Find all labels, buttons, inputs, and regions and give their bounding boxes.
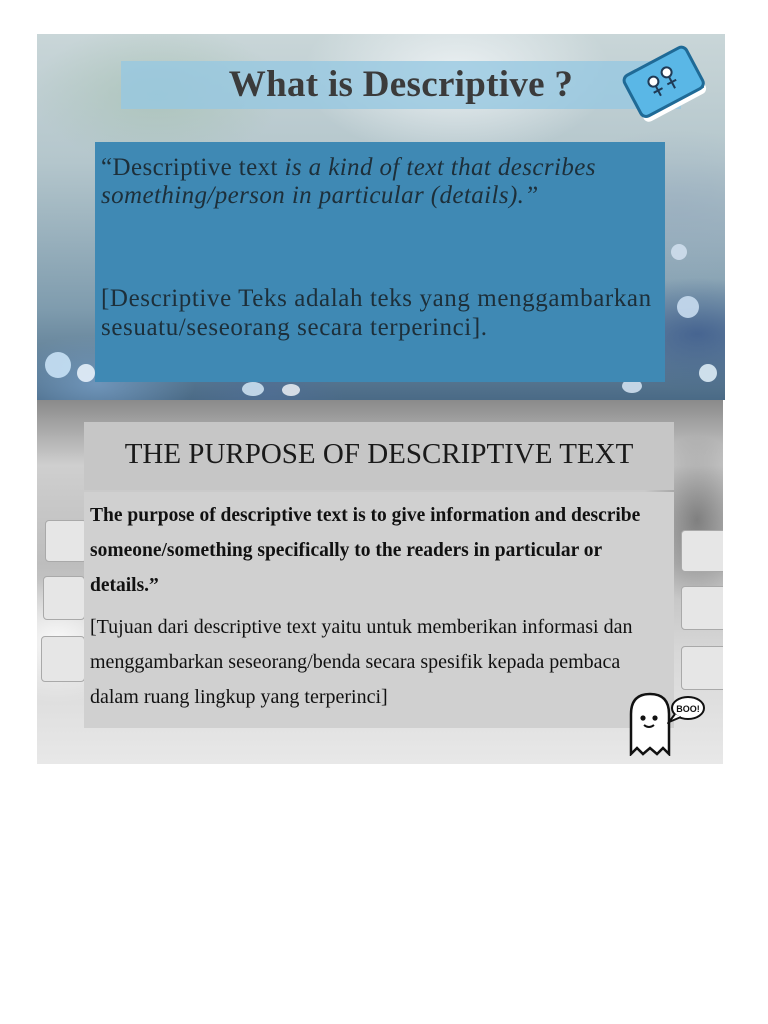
keyboard-key	[681, 646, 723, 690]
keyboard-key	[45, 520, 87, 562]
boo-text: BOO!	[676, 704, 700, 714]
slide-purpose-of-descriptive	[37, 400, 723, 764]
definition-italic: is a kind of text that describes something/person in particular (details).”	[101, 154, 596, 209]
definition-text	[101, 154, 661, 210]
definition-lead: “Descriptive text	[101, 154, 285, 181]
keyboard-key	[43, 576, 85, 620]
purpose-title-band	[84, 422, 674, 490]
slide-title: What is Descriptive ?	[228, 64, 574, 105]
slide-what-is-descriptive	[37, 34, 725, 400]
keyboard-key	[681, 530, 723, 572]
title-band	[121, 61, 681, 109]
definition-translation: [Descriptive Teks adalah teks yang menggambarkan sesuatu/seseorang secara terperinci].	[101, 285, 652, 341]
boo-speech-bubble-icon	[667, 694, 707, 726]
book-icon	[618, 42, 714, 126]
flower-bokeh	[45, 352, 71, 378]
keyboard-key	[41, 636, 85, 682]
flower-bokeh	[282, 384, 300, 396]
keyboard-key	[681, 586, 723, 630]
purpose-title: THE PURPOSE OF DESCRIPTIVE TEXT	[124, 438, 634, 470]
flower-bokeh	[671, 244, 687, 260]
purpose-text-box	[84, 492, 674, 728]
flower-bokeh	[242, 382, 264, 396]
purpose-english-text: The purpose of descriptive text is to give information and describe someone/something specifically to the readers in particular or details.”	[90, 505, 641, 596]
flower-bokeh	[77, 364, 95, 382]
flower-bokeh	[699, 364, 717, 382]
definition-box	[95, 142, 665, 382]
purpose-indonesian-text: [Tujuan dari descriptive text yaitu untuk memberikan informasi dan menggambarkan seseorang/benda secara spesifik kepada pembaca dalam ruang lingkup yang terperinci]	[90, 616, 633, 708]
flower-bokeh	[677, 296, 699, 318]
